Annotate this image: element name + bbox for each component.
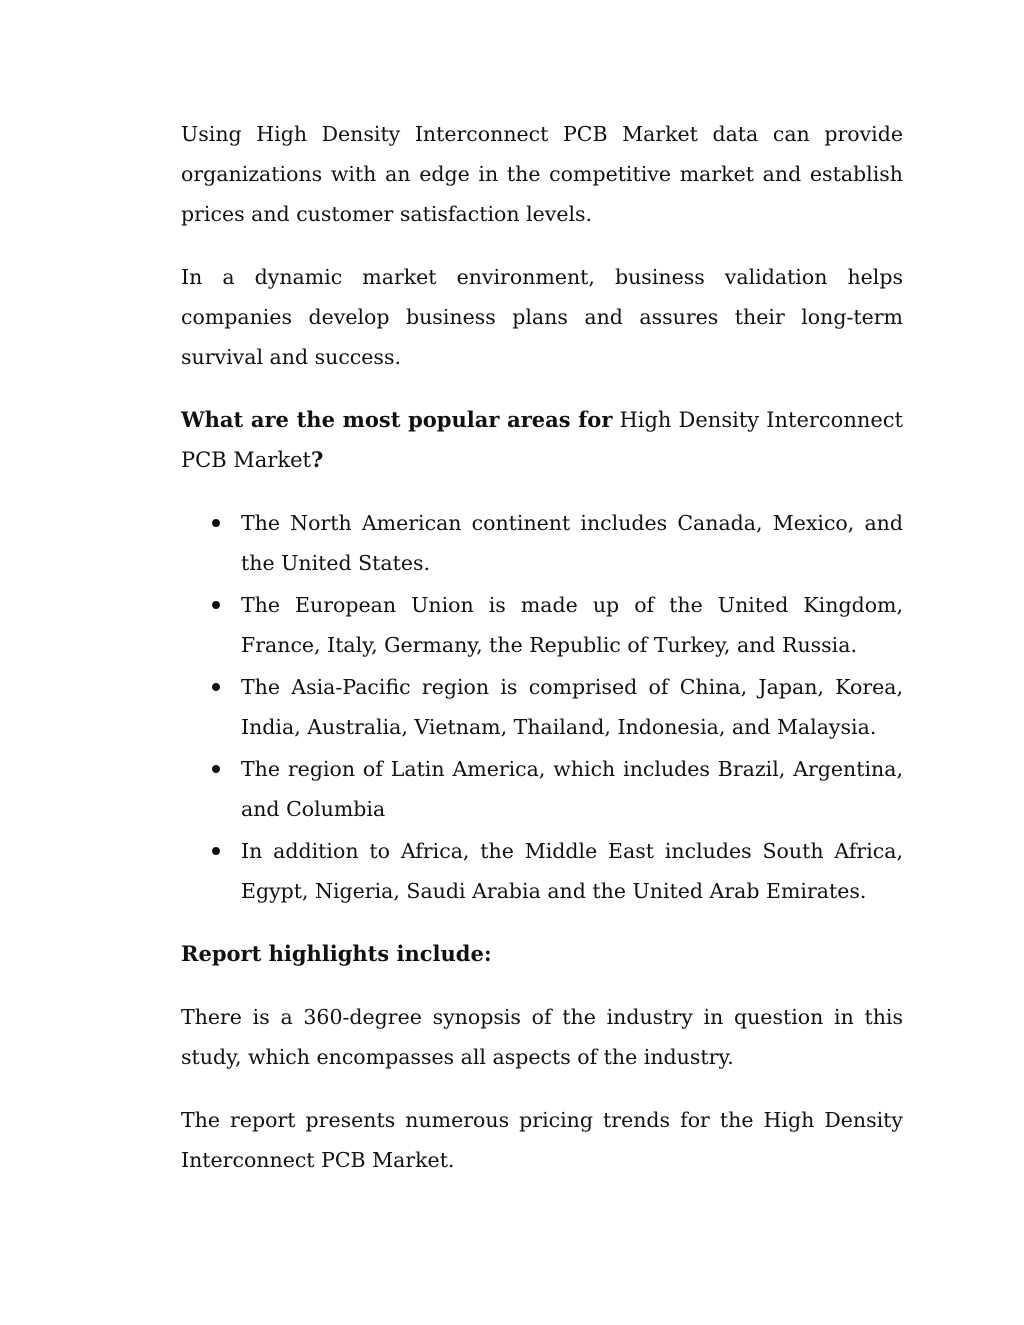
document-page bbox=[181, 114, 903, 1203]
question-bold-text: What are the most popular areas for bbox=[181, 407, 613, 432]
question-market-name: High Density Interconnect PCB Market bbox=[181, 408, 903, 472]
report-highlights-heading: Report highlights include: bbox=[181, 941, 492, 966]
region-middle-east-africa: In addition to Africa, the Middle East includes South Africa, Egypt, Nigeria, Saudi Arabia and the United Arab Emirates. bbox=[241, 839, 903, 903]
question-mark: ? bbox=[310, 447, 324, 472]
intro-paragraph-market-data: Using High Density Interconnect PCB Market data can provide organizations with an edge in the competitive market and establish prices and customer satisfaction levels. bbox=[181, 122, 903, 226]
popular-areas-question bbox=[181, 400, 903, 480]
list-item bbox=[181, 503, 903, 583]
region-asia-pacific: The Asia-Pacific region is comprised of China, Japan, Korea, India, Australia, Vietnam, Thailand, Indonesia, and Malaysia. bbox=[241, 675, 903, 739]
region-north-america: The North American continent includes Canada, Mexico, and the United States. bbox=[241, 511, 903, 575]
intro-paragraph-business-validation: In a dynamic market environment, business validation helps companies develop business plans and assures their long-term survival and success. bbox=[181, 265, 903, 369]
list-item bbox=[181, 667, 903, 747]
bullet-icon bbox=[212, 601, 220, 609]
list-item bbox=[181, 749, 903, 829]
highlight-paragraph-synopsis: There is a 360-degree synopsis of the industry in question in this study, which encompasses all aspects of the industry. bbox=[181, 1005, 903, 1069]
region-europe: The European Union is made up of the United Kingdom, France, Italy, Germany, the Republic of Turkey, and Russia. bbox=[241, 593, 903, 657]
regions-list bbox=[181, 503, 903, 911]
list-item bbox=[181, 585, 903, 665]
highlight-paragraph-pricing: The report presents numerous pricing trends for the High Density Interconnect PCB Market. bbox=[181, 1108, 903, 1172]
bullet-icon bbox=[212, 519, 220, 527]
region-latin-america: The region of Latin America, which includes Brazil, Argentina, and Columbia bbox=[241, 757, 903, 821]
bullet-icon bbox=[212, 683, 220, 691]
bullet-icon bbox=[212, 765, 220, 773]
list-item bbox=[181, 831, 903, 911]
bullet-icon bbox=[212, 847, 220, 855]
